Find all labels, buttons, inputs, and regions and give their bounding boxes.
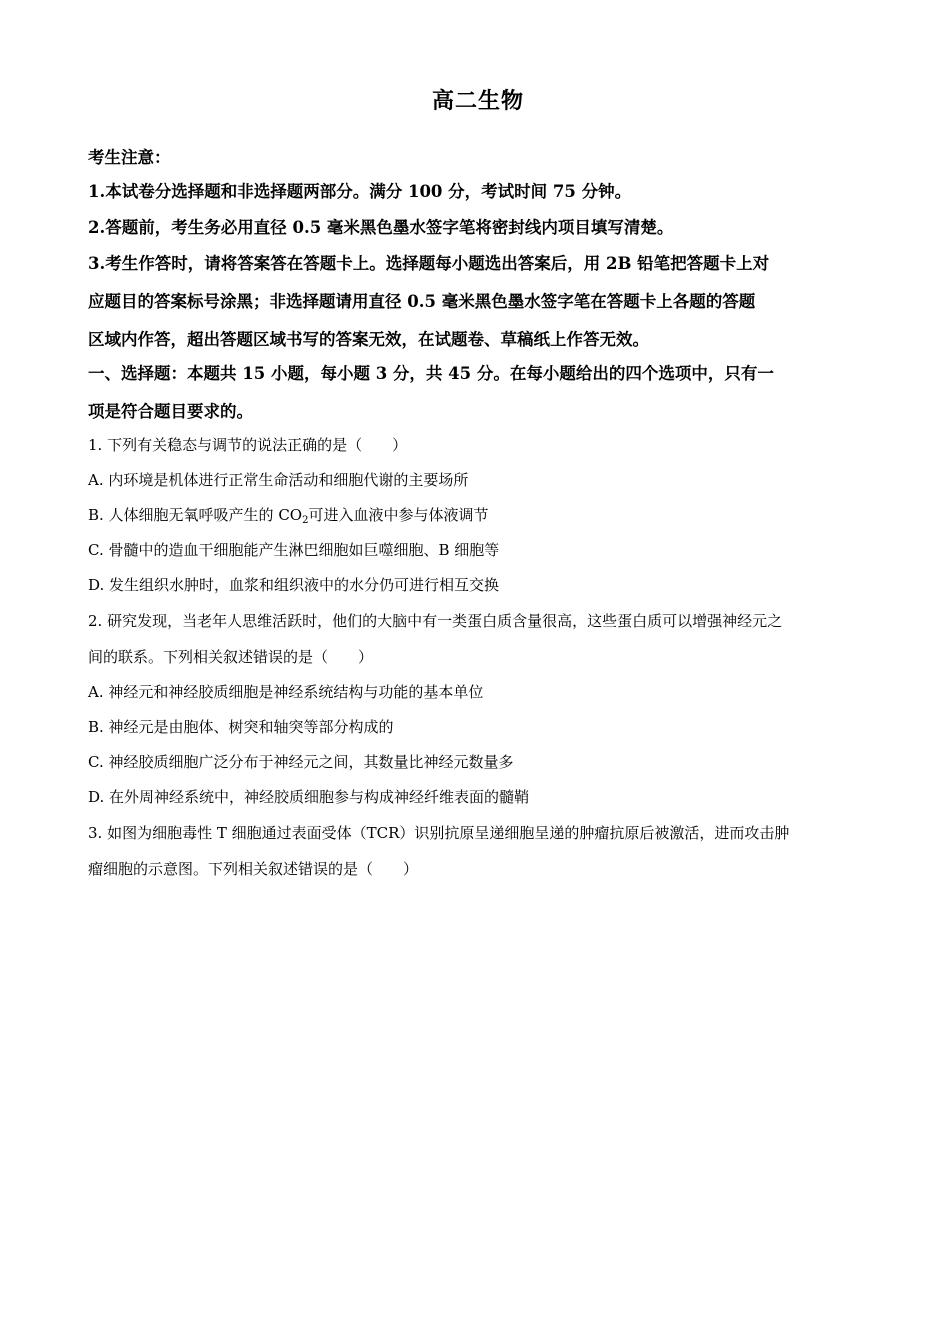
question-3-stem-line-2: 瘤细胞的示意图。下列相关叙述错误的是（ ） — [88, 860, 419, 878]
question-1-option-a: A. 内环境是机体进行正常生命活动和细胞代谢的主要场所 — [88, 471, 469, 489]
section-1-heading-line-1: 一、选择题：本题共 15 小题，每小题 3 分，共 45 分。在每小题给出的四个选项中，只有一 — [88, 364, 774, 383]
notice-heading: 考生注意： — [88, 148, 171, 167]
notice-item-1: 1.本试卷分选择题和非选择题两部分。满分 100 分，考试时间 75 分钟。 — [88, 182, 632, 201]
option-b-text-pre: B. 人体细胞无氧呼吸产生的 CO — [88, 506, 303, 524]
question-2-option-b: B. 神经元是由胞体、树突和轴突等部分构成的 — [88, 718, 394, 736]
notice-item-3-line-1: 3.考生作答时，请将答案答在答题卡上。选择题每小题选出答案后，用 2B 铅笔把答题卡上对 — [88, 254, 770, 273]
question-1-stem: 1. 下列有关稳态与调节的说法正确的是（ ） — [88, 436, 408, 454]
notice-item-2: 2.答题前，考生务必用直径 0.5 毫米黑色墨水签字笔将密封线内项目填写清楚。 — [88, 218, 674, 237]
question-1-option-d: D. 发生组织水肿时，血浆和组织液中的水分仍可进行相互交换 — [88, 576, 500, 594]
notice-item-3-line-2: 应题目的答案标号涂黑；非选择题请用直径 0.5 毫米黑色墨水签字笔在答题卡上各题的答题 — [88, 292, 756, 311]
question-2-stem-line-2: 间的联系。下列相关叙述错误的是（ ） — [88, 648, 374, 666]
question-2-option-d: D. 在外周神经系统中，神经胶质细胞参与构成神经纤维表面的髓鞘 — [88, 788, 530, 806]
question-1-option-b — [88, 504, 868, 526]
question-1-option-c: C. 骨髓中的造血干细胞能产生淋巴细胞如巨噬细胞、B 细胞等 — [88, 541, 500, 559]
option-b-text-post: 可进入血液中参与体液调节 — [308, 506, 489, 524]
question-2-option-a: A. 神经元和神经胶质细胞是神经系统结构与功能的基本单位 — [88, 683, 484, 701]
notice-item-3-line-3: 区域内作答，超出答题区域书写的答案无效，在试题卷、草稿纸上作答无效。 — [88, 330, 649, 349]
section-1-heading-line-2: 项是符合题目要求的。 — [88, 402, 253, 421]
co2-subscript: 2 — [302, 515, 309, 526]
question-2-stem-line-1: 2. 研究发现，当老年人思维活跃时，他们的大脑中有一类蛋白质含量很高，这些蛋白质可以增强神经元之 — [88, 612, 783, 630]
question-2-option-c: C. 神经胶质细胞广泛分布于神经元之间，其数量比神经元数量多 — [88, 753, 514, 771]
question-3-stem-line-1: 3. 如图为细胞毒性 T 细胞通过表面受体（TCR）识别抗原呈递细胞呈递的肿瘤抗原后被激活，进而攻击肿 — [88, 824, 790, 842]
page-title: 高二生物 — [431, 88, 524, 114]
